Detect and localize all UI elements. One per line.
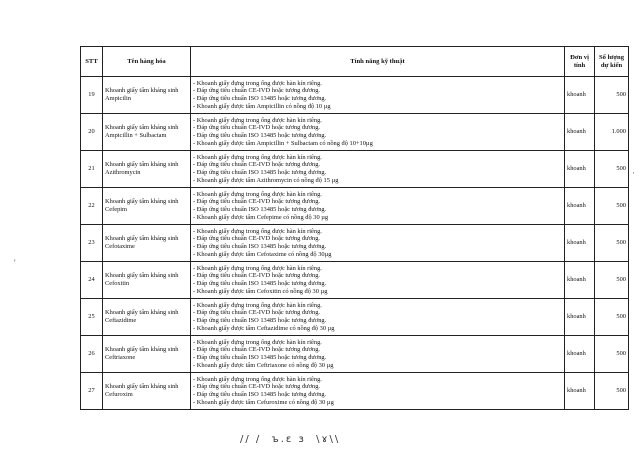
- row-item-name: Khoanh giấy tẩm kháng sinh Azithromycin: [103, 151, 191, 188]
- row-stt: 23: [81, 225, 103, 262]
- handwritten-footer-mark: // / ъ.ɛ ɜ \ɤ\\: [240, 434, 341, 445]
- row-spec: [191, 151, 565, 188]
- row-item-name: Khoanh giấy tẩm kháng sinh Cefotaxime: [103, 225, 191, 262]
- spec-line: - Khoanh giấy đựng trong ống được hàn kín riêng.: [193, 79, 322, 87]
- row-stt: 25: [81, 299, 103, 336]
- spec-line: - Khoanh giấy được tẩm Ceftriaxone có nồng độ 30 µg: [193, 361, 334, 369]
- scan-mark-right: ·: [632, 168, 635, 178]
- row-stt: 21: [81, 151, 103, 188]
- row-unit: khoanh: [565, 262, 595, 299]
- table-row: [81, 373, 629, 410]
- spec-line: - Đáp ứng tiêu chuẩn ISO 13485 hoặc tương đương.: [193, 206, 327, 213]
- spec-line: - Khoanh giấy đựng trong ống được hàn kín riêng.: [193, 338, 322, 346]
- spec-line: - Đáp ứng tiêu chuẩn CE-IVD hoặc tương đương.: [193, 161, 321, 169]
- spec-line: - Khoanh giấy đựng trong ống được hàn kín riêng.: [193, 227, 322, 235]
- header-spec: Tính năng kỹ thuật: [191, 47, 565, 77]
- row-unit: khoanh: [565, 225, 595, 262]
- row-qty: 1.000: [595, 114, 629, 151]
- spec-line: - Khoanh giấy đựng trong ống được hàn kín riêng.: [193, 375, 322, 383]
- spec-line: - Khoanh giấy đựng trong ống được hàn kín riêng.: [193, 264, 322, 272]
- row-item-name: Khoanh giấy tẩm kháng sinh Cefoxitin: [103, 262, 191, 299]
- table-row: [81, 225, 629, 262]
- row-qty: 500: [595, 299, 629, 336]
- row-spec: [191, 373, 565, 410]
- scan-mark-left: ': [14, 258, 16, 268]
- header-qty: Số lượng dự kiến: [595, 47, 629, 77]
- row-unit: khoanh: [565, 299, 595, 336]
- row-item-name: Khoanh giấy tẩm kháng sinh Cefuroxim: [103, 373, 191, 410]
- table-row: [81, 336, 629, 373]
- spec-line: - Khoanh giấy đựng trong ống được hàn kín riêng.: [193, 190, 322, 198]
- spec-line: - Đáp ứng tiêu chuẩn CE-IVD hoặc tương đương.: [193, 383, 321, 391]
- row-qty: 500: [595, 262, 629, 299]
- spec-line: - Khoanh giấy được tẩm Azithromycin có nồng độ 15 µg: [193, 176, 339, 184]
- row-qty: 500: [595, 336, 629, 373]
- spec-line: - Khoanh giấy đựng trong ống được hàn kín riêng.: [193, 153, 322, 161]
- spec-line: - Đáp ứng tiêu chuẩn CE-IVD hoặc tương đương.: [193, 198, 321, 206]
- table-row: [81, 151, 629, 188]
- row-spec: [191, 77, 565, 114]
- table-row: [81, 262, 629, 299]
- row-item-name: Khoanh giấy tẩm kháng sinh Ceftazidime: [103, 299, 191, 336]
- spec-line: - Khoanh giấy đựng trong ống được hàn kín riêng.: [193, 116, 322, 124]
- row-spec: [191, 336, 565, 373]
- spec-line: - Đáp ứng tiêu chuẩn CE-IVD hoặc tương đương.: [193, 124, 321, 132]
- row-qty: 500: [595, 225, 629, 262]
- row-unit: khoanh: [565, 373, 595, 410]
- table-row: [81, 77, 629, 114]
- row-qty: 500: [595, 373, 629, 410]
- row-item-name: Khoanh giấy tẩm kháng sinh Ampicillin + Sulbactam: [103, 114, 191, 151]
- table-body: [81, 77, 629, 410]
- row-stt: 20: [81, 114, 103, 151]
- row-stt: 22: [81, 188, 103, 225]
- row-spec: [191, 262, 565, 299]
- header-name: Tên hàng hóa: [103, 47, 191, 77]
- table-row: [81, 114, 629, 151]
- spec-line: - Khoanh giấy được tẩm Cefoxitin có nồng độ 30 µg: [193, 287, 328, 295]
- table-row: [81, 299, 629, 336]
- row-stt: 24: [81, 262, 103, 299]
- spec-line: - Đáp ứng tiêu chuẩn ISO 13485 hoặc tương đương.: [193, 391, 327, 398]
- spec-line: - Đáp ứng tiêu chuẩn ISO 13485 hoặc tương đương.: [193, 354, 327, 361]
- row-item-name: Khoanh giấy tẩm kháng sinh Ampicilin: [103, 77, 191, 114]
- spec-line: - Đáp ứng tiêu chuẩn ISO 13485 hoặc tương đương.: [193, 169, 327, 176]
- spec-line: - Khoanh giấy được tẩm Ampicillin + Sulbactam có nồng độ 10+10µg: [193, 139, 373, 147]
- spec-line: - Khoanh giấy được tẩm Ampicillin có nồng độ 10 µg: [193, 102, 331, 110]
- spec-line: - Khoanh giấy đựng trong ống được hàn kín riêng.: [193, 301, 322, 309]
- spec-line: - Đáp ứng tiêu chuẩn ISO 13485 hoặc tương đương.: [193, 280, 327, 287]
- spec-line: - Khoanh giấy được tẩm Cefepime có nồng độ 30 µg: [193, 213, 329, 221]
- row-unit: khoanh: [565, 77, 595, 114]
- spec-line: - Đáp ứng tiêu chuẩn ISO 13485 hoặc tương đương.: [193, 243, 327, 250]
- spec-line: - Đáp ứng tiêu chuẩn CE-IVD hoặc tương đương.: [193, 272, 321, 280]
- row-spec: [191, 299, 565, 336]
- row-stt: 27: [81, 373, 103, 410]
- spec-line: - Đáp ứng tiêu chuẩn CE-IVD hoặc tương đương.: [193, 309, 321, 317]
- row-item-name: Khoanh giấy tẩm kháng sinh Ceftriaxone: [103, 336, 191, 373]
- spec-line: - Khoanh giấy được tẩm Ceftazidime có nồng độ 30 µg: [193, 324, 335, 332]
- spec-line: - Khoanh giấy được tẩm Cefotaxime có nồng độ 30µg: [193, 250, 332, 258]
- spec-line: - Đáp ứng tiêu chuẩn ISO 13485 hoặc tương đương.: [193, 317, 327, 324]
- spec-line: - Đáp ứng tiêu chuẩn CE-IVD hoặc tương đương.: [193, 346, 321, 354]
- spec-line: - Khoanh giấy được tẩm Cefuroxime có nồng độ 30 µg: [193, 398, 334, 406]
- row-item-name: Khoanh giấy tẩm kháng sinh Cefepim: [103, 188, 191, 225]
- row-stt: 19: [81, 77, 103, 114]
- header-stt: STT: [81, 47, 103, 77]
- row-qty: 500: [595, 188, 629, 225]
- row-qty: 500: [595, 77, 629, 114]
- row-unit: khoanh: [565, 336, 595, 373]
- row-spec: [191, 188, 565, 225]
- table-row: [81, 188, 629, 225]
- table-header-row: [81, 47, 629, 77]
- row-spec: [191, 114, 565, 151]
- row-unit: khoanh: [565, 114, 595, 151]
- row-unit: khoanh: [565, 151, 595, 188]
- row-spec: [191, 225, 565, 262]
- row-unit: khoanh: [565, 188, 595, 225]
- header-unit: Đơn vị tính: [565, 47, 595, 77]
- spec-line: - Đáp ứng tiêu chuẩn ISO 13485 hoặc tương đương.: [193, 95, 327, 102]
- technical-spec-table: [80, 46, 629, 410]
- spec-line: - Đáp ứng tiêu chuẩn CE-IVD hoặc tương đương.: [193, 87, 321, 95]
- row-stt: 26: [81, 336, 103, 373]
- spec-line: - Đáp ứng tiêu chuẩn ISO 13485 hoặc tương đương.: [193, 132, 327, 139]
- row-qty: 500: [595, 151, 629, 188]
- spec-line: - Đáp ứng tiêu chuẩn CE-IVD hoặc tương đương.: [193, 235, 321, 243]
